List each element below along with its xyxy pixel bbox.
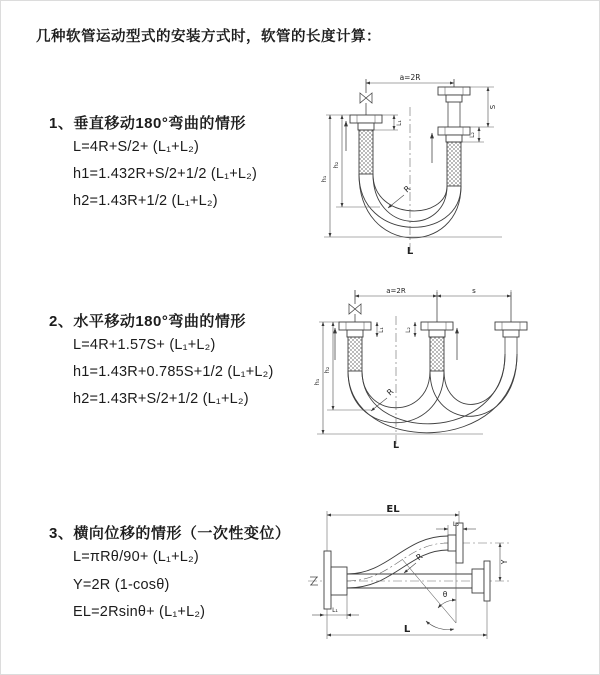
right-lower-flange [472, 561, 490, 601]
dimension-a2r [366, 73, 454, 83]
braided-hose-section [447, 142, 461, 186]
section-2-formula-h1: h1=1.43R+0.785S+1/2 (L₁+L₂) [73, 364, 274, 380]
radius-callout [404, 552, 425, 573]
dim-label-l2: L₂ [452, 520, 460, 528]
section-2-formula-L: L=4R+1.57S+ (L₁+L₂) [73, 337, 216, 353]
dimension-s [470, 87, 497, 127]
left-flange [339, 322, 371, 371]
diagram-vertical-180 [316, 71, 548, 261]
left-flange [350, 115, 382, 174]
dimension-h [313, 322, 483, 434]
dimension-l [327, 601, 487, 639]
dimension-l1 [312, 595, 359, 619]
right-flange [495, 292, 527, 354]
right-flange [438, 79, 470, 186]
braided-hose-section [359, 130, 373, 174]
dim-label-a2r: a=2R [386, 287, 406, 295]
hose-curves [347, 536, 448, 588]
section-3-formula-Y: Y=2R (1-cosθ) [73, 577, 170, 593]
section-3-formula-EL: EL=2Rsinθ+ (L₁+L₂) [73, 604, 206, 620]
dimension-l2 [405, 322, 415, 337]
dim-label-h1: h₁ [313, 378, 321, 386]
diagram-horizontal-180 [311, 282, 569, 452]
dim-label-y: Y [500, 559, 509, 565]
section-1-heading: 1、垂直移动180°弯曲的情形 [49, 115, 246, 132]
dim-label-l1: L₁ [378, 327, 385, 333]
diagram-lateral-displacement [304, 501, 600, 649]
dim-label-s: s [472, 287, 476, 295]
radius-label: R [402, 183, 413, 195]
section-1-formula-h1: h1=1.432R+S/2+1/2 (L₁+L₂) [73, 166, 258, 182]
dim-label-el: EL [386, 504, 400, 515]
dim-label-h2: h₂ [332, 161, 340, 169]
dim-label-l1: L₁ [396, 120, 403, 126]
dim-label-h1: h₁ [320, 175, 328, 183]
radius-callout [388, 184, 413, 208]
length-label: L [406, 246, 414, 257]
dimension-a2r [355, 287, 511, 300]
dim-label-l2: L₂ [405, 327, 412, 333]
upper-right-flange [448, 523, 463, 563]
dimension-el [327, 504, 459, 551]
dim-label-l: L [403, 624, 411, 635]
dim-label-h2: h₂ [323, 366, 331, 374]
length-label: L [392, 440, 400, 451]
theta-label: θ [442, 590, 448, 599]
dimension-y [500, 543, 509, 581]
dim-label-a2r: a=2R [399, 73, 421, 82]
valve-icon [360, 79, 372, 115]
section-3-formula-L: L=πRθ/90+ (L₁+L₂) [73, 549, 199, 565]
dim-label-l1: L₁ [332, 607, 338, 614]
section-2-formula-h2: h2=1.43R+S/2+1/2 (L₁+L₂) [73, 391, 249, 407]
page-title: 几种软管运动型式的安装方式时，软管的长度计算： [36, 29, 381, 45]
dim-label-l2: L₂ [469, 132, 476, 138]
radius-label: R [385, 386, 396, 398]
dim-label-s: S [489, 104, 497, 110]
section-2-heading: 2、水平移动180°弯曲的情形 [49, 313, 246, 330]
middle-flange [421, 292, 453, 371]
braided-hose-section [430, 337, 444, 371]
section-1-formula-h2: h2=1.43R+1/2 (L₁+L₂) [73, 193, 218, 209]
braided-hose-section [348, 337, 362, 371]
dimension-l1 [377, 322, 385, 337]
radius-label: R [414, 551, 425, 563]
left-flange [324, 551, 347, 609]
section-1-formula-L: L=4R+S/2+ (L₁+L₂) [73, 139, 199, 155]
angle-theta [402, 559, 456, 630]
section-3-heading: 3、横向位移的情形（一次性变位） [49, 525, 291, 542]
